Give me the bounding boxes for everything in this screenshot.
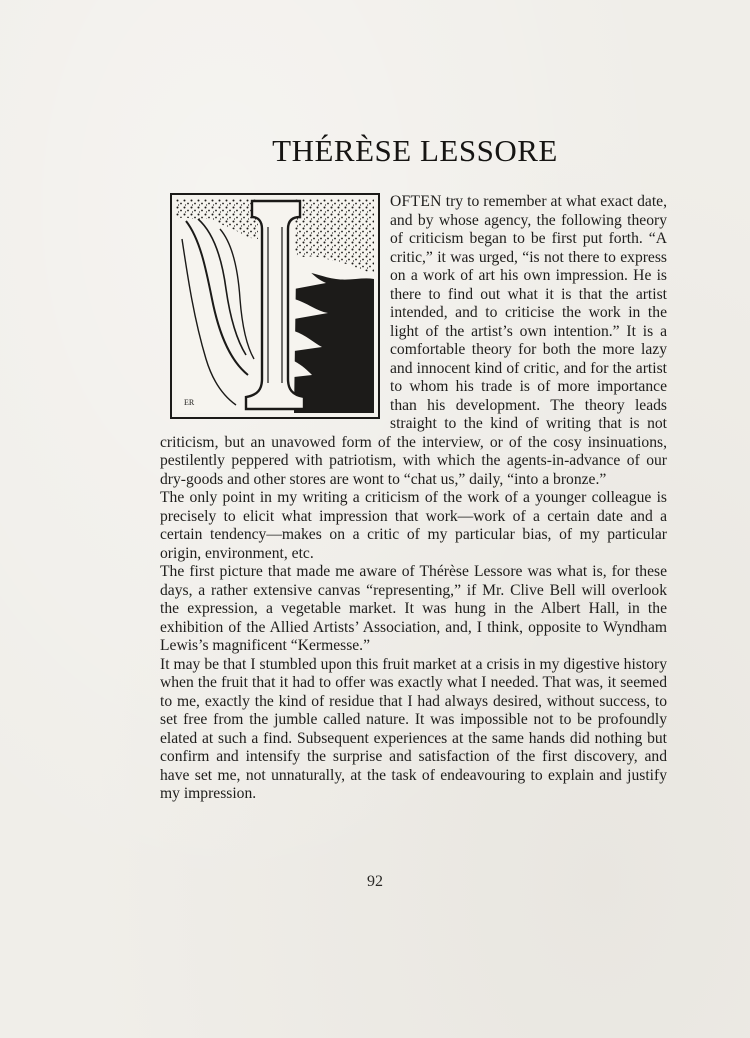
paragraph-3: The first picture that made me aware of Thérèse Lessore was what is, for these days, a rather extensive canvas “representing,” if Mr. Clive Bell will overlook the expression, a vegetable market. It was hung in the Albert Hall, in the exhibition of the Allied Artists’ Association, and, I think, opposite to Wyndham Lewis’s magnificent “Kermesse.” [160,563,667,654]
paragraph-4: It may be that I stumbled upon this fruit market at a crisis in my digestive history when the fruit that it had to offer was exactly what I needed. That was, it seemed to me, exactly the kind of residue that I had always desired, without success, to set free from the jumble called nature. It was impossible not to be profoundly elated at such a find. Subsequent experiences at the same hands did nothing but confirm and intensify the surprise and satisfaction of the first discovery, and have set me, not unnaturally, at the task of endeavouring to explain and justify my impression. [160,655,667,802]
page-title: THÉRÈSE LESSORE [272,133,558,168]
dropcap-i-illustration-icon [176,199,374,413]
lead-word: OFTEN [390,193,442,210]
paragraph-1-text: try to remember at what exact date, and by whose agency, the following theory of criticism began to be first put forth. “A critic,” it was urged, “is not there to express on a work of art his own impression. He is there to find out what it is that the artist intended, and to criticise the work in the light of the artist’s own intention.” It is a comfortable theory for both the more lazy and innocent kind of critic, and for the artist to whom his trade is of more importance than his development. The theory leads straight to the kind of writing that is not criticism, but an unavowed form of the interview, or of the cosy insinuations, pestilently peppered with patriotism, with which the agents-in-advance of our dry-goods and other stores are wont to “chat us,” daily, “into a bronze.” [160,193,667,488]
illuminated-initial [170,193,380,419]
article-body [160,193,667,804]
page-number: 92 [367,873,383,890]
paragraph-2: The only point in my writing a criticism of the work of a younger colleague is precisely to elicit what impression that work—work of a certain date and a certain tendency—makes on a critic of my particular bias, of my particular origin, environment, etc. [160,489,667,562]
monogram-mark: ER [184,398,195,407]
